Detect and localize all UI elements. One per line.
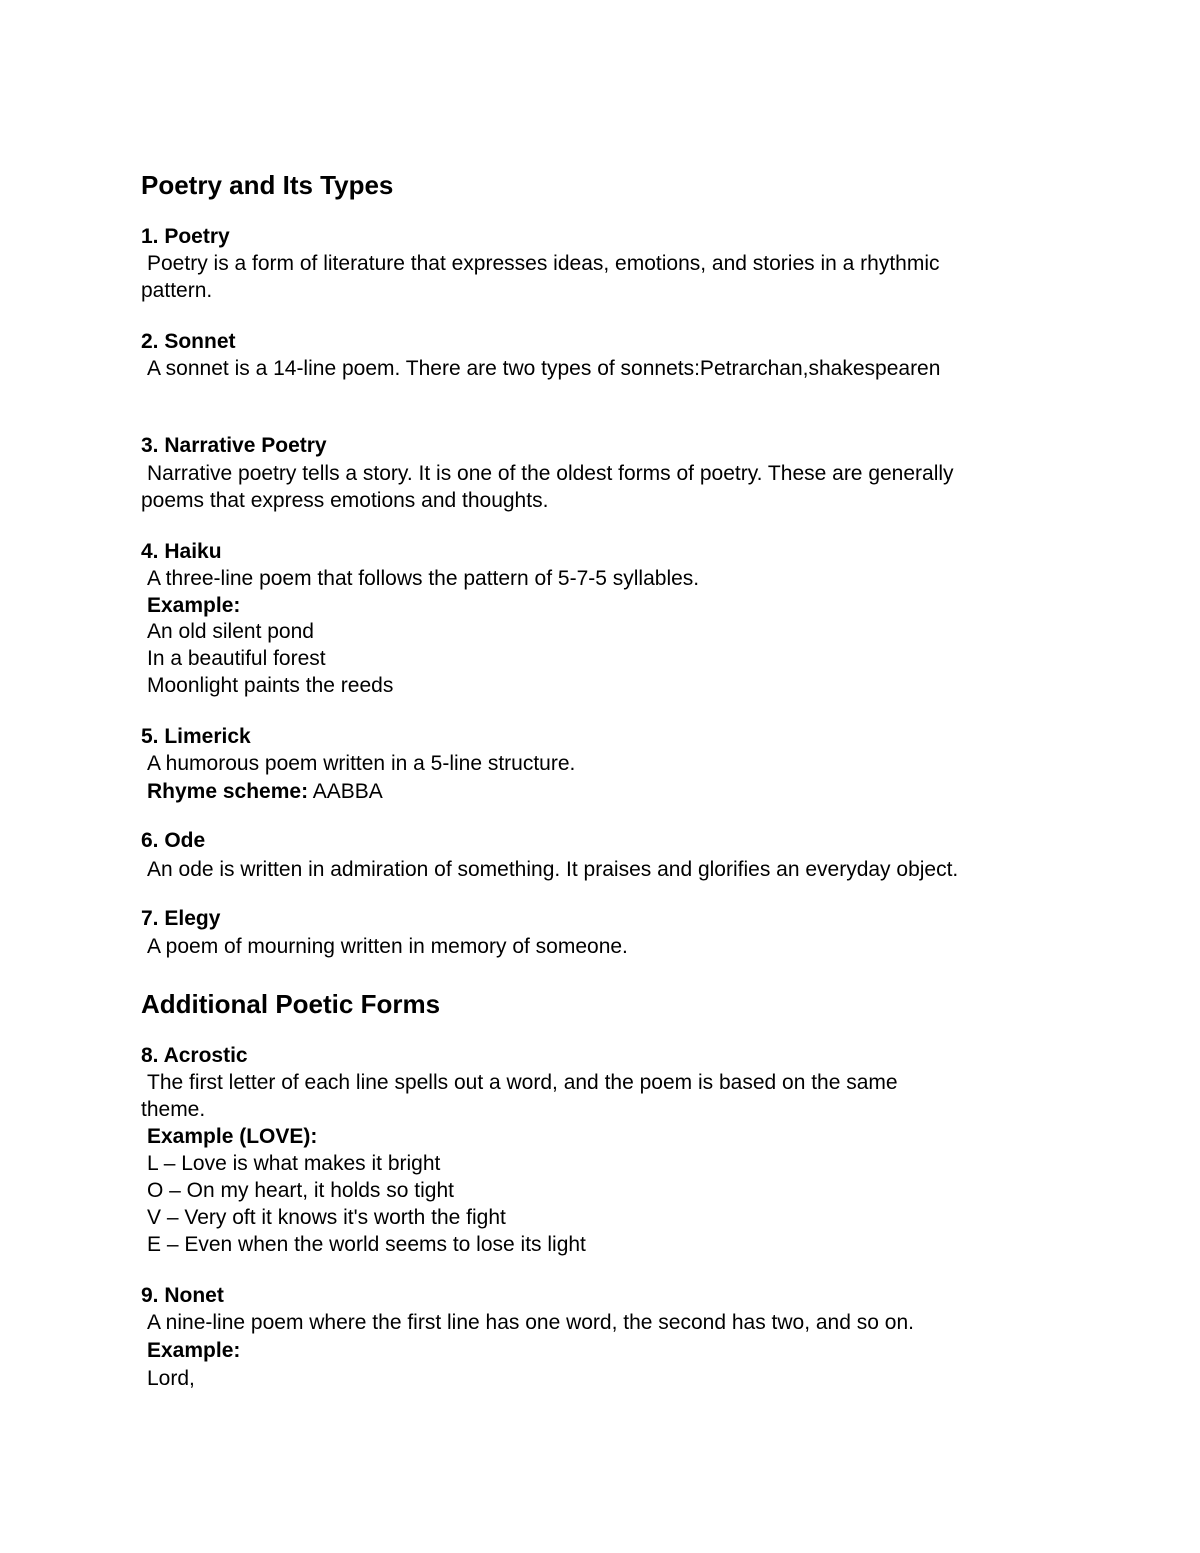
- rhyme-scheme-label: Rhyme scheme:: [147, 780, 309, 803]
- example-label: Example:: [147, 1339, 241, 1362]
- body-text: poems that express emotions and thoughts.: [141, 489, 549, 512]
- item-heading: 8. Acrostic: [141, 1044, 248, 1067]
- body-text: A nine-line poem where the first line has one word, the second has two, and so on.: [147, 1311, 914, 1334]
- example-label: Example (LOVE):: [147, 1125, 318, 1148]
- item-heading: 9. Nonet: [141, 1284, 224, 1307]
- body-text: theme.: [141, 1098, 206, 1121]
- item-heading: 7. Elegy: [141, 907, 221, 930]
- body-text: An old silent pond: [147, 620, 314, 643]
- item-heading: 5. Limerick: [141, 725, 251, 748]
- body-text: A humorous poem written in a 5-line structure.: [147, 752, 576, 775]
- body-text: The first letter of each line spells out a word, and the poem is based on the same: [147, 1071, 898, 1094]
- body-text: O – On my heart, it holds so tight: [147, 1179, 454, 1202]
- body-text: V – Very oft it knows it's worth the fight: [147, 1206, 506, 1229]
- body-text: pattern.: [141, 279, 213, 302]
- body-text: L – Love is what makes it bright: [147, 1152, 441, 1175]
- body-text: An ode is written in admiration of something. It praises and glorifies an everyday object.: [147, 858, 959, 881]
- item-heading: 3. Narrative Poetry: [141, 434, 327, 457]
- body-text: In a beautiful forest: [147, 647, 326, 670]
- body-text: A sonnet is a 14-line poem. There are two types of sonnets:Petrarchan,shakespearen: [147, 357, 941, 380]
- body-text: Poetry is a form of literature that expresses ideas, emotions, and stories in a rhythmic: [147, 252, 940, 275]
- item-heading: 4. Haiku: [141, 540, 222, 563]
- body-text: Moonlight paints the reeds: [147, 674, 394, 697]
- section-title: Additional Poetic Forms: [141, 989, 441, 1019]
- body-text: Lord,: [147, 1367, 195, 1390]
- item-heading: 2. Sonnet: [141, 330, 236, 353]
- item-heading: 1. Poetry: [141, 225, 230, 248]
- example-label: Example:: [147, 594, 241, 617]
- rhyme-scheme-value: AABBA: [312, 780, 383, 803]
- item-heading: 6. Ode: [141, 829, 206, 852]
- body-text: A three-line poem that follows the pattern of 5-7-5 syllables.: [147, 567, 700, 590]
- body-text: Narrative poetry tells a story. It is one of the oldest forms of poetry. These are generally: [147, 462, 954, 485]
- section-title: Poetry and Its Types: [141, 170, 394, 200]
- rhyme-scheme-line: [147, 779, 383, 805]
- body-text: E – Even when the world seems to lose its light: [147, 1233, 586, 1256]
- body-text: A poem of mourning written in memory of someone.: [147, 935, 628, 958]
